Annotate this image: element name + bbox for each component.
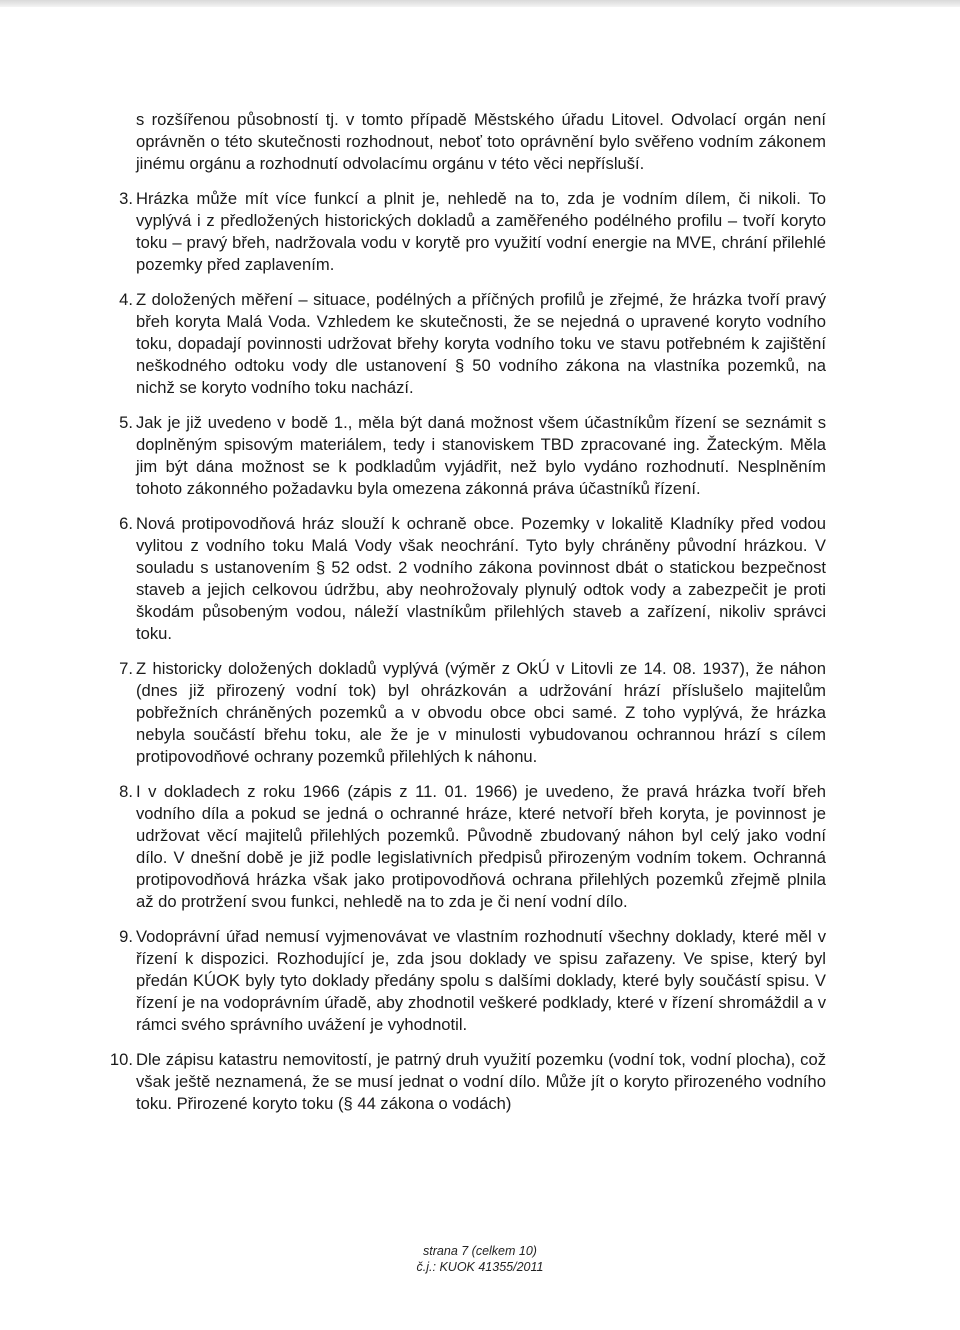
- list-item: [119, 513, 826, 645]
- item-number: 9.: [119, 927, 133, 946]
- list-item: [119, 781, 826, 913]
- list-item: [119, 926, 826, 1036]
- item-text: Nová protipovodňová hráz slouží k ochraně obce. Pozemky v lokalitě Kladníky před vodou vylitou z vodního toku Malá Vody však neochrání. Tyto byly chráněny původní hrázkou. V souladu s ustanovením § 52 odst. 2 vodního zákona povinnost dbát o statickou bezpečnost staveb a jejich celkovou údržbu, aby neohrožovaly plynulý odtok vody a zabezpečit je proti škodám působeným vodou, náleží vlastníkům přilehlých staveb a zařízení, nikoliv správci toku.: [136, 514, 826, 643]
- list-item: [109, 1049, 826, 1115]
- item-text: Z historicky doložených dokladů vyplývá (výměr z OkÚ v Litovli ze 14. 08. 1937), že náhon (dnes již přirozený vodní tok) byl ohrázkován a udržování hrází příslušelo majitelům pobřežních chráněných pozemků a v obvodu obce obci samé. Z toho vyplývá, že hrázka nebyla součástí břehu toku, ale že je v minulosti vybudovanou ochrannou hrází s cílem protipovodňové ochrany pozemků přilehlých k náhonu.: [136, 659, 826, 766]
- item-number: 6.: [119, 514, 133, 533]
- item-text: I v dokladech z roku 1966 (zápis z 11. 01. 1966) je uvedeno, že pravá hrázka tvoří břeh vodního díla a pokud se jedná o ochranné hráze, které netvoří břeh koryta, je povinnost je udržovat věcí majitelů přilehlých pozemků. Původně zbudovaný náhon byl celý jako vodní dílo. V dnešní době je již podle legislativních předpisů přirozeným vodním tokem. Ochranná protipovodňová hrázka však jako protipovodňová ochrana přilehlých pozemků zřejmě plnila až do protržení svou funkci, nehledě na to zda je či není vodní dílo.: [136, 782, 826, 911]
- item-text: Z doložených měření – situace, podélných a příčných profilů je zřejmé, že hrázka tvoří pravý břeh koryta Malá Voda. Vzhledem ke skutečnosti, že se nejedná o upravené koryto vodního toku, dopadají povinnosti udržovat břehy koryta vodního toku ve stavu potřebném k zajištění neškodného odtoku vody dle ustanovení § 50 vodního zákona na vlastníka pozemků, na nichž se koryto vodního toku nachází.: [136, 290, 826, 397]
- lead-paragraph: s rozšířenou působností tj. v tomto případě Městského úřadu Litovel. Odvolací orgán není oprávněn o této skutečnosti rozhodnout, neboť toto oprávnění bylo svěřeno vodním zákonem jinému orgánu a rozhodnutí odvolacímu orgánu v této věci nepřísluší.: [136, 110, 826, 173]
- item-text: Vodoprávní úřad nemusí vyjmenovávat ve vlastním rozhodnutí všechny doklady, které měl v řízení k dispozici. Rozhodující je, zda jsou doklady ve spisu zařazeny. Ve spise, který byl předán KÚOK byly tyto doklady předány spolu s dalšími doklady, které byly součástí spisu. V řízení je na vodoprávním úřadě, aby zhodnotil veškeré podklady, které v řízení shromáždil a v rámci svého správního uvážení je vyhodnotil.: [136, 927, 826, 1034]
- list-item: [119, 658, 826, 768]
- item-number: 8.: [119, 782, 133, 801]
- list-item: [119, 188, 826, 276]
- item-text: Hrázka může mít více funkcí a plnit je, nehledě na to, zda je vodním dílem, či nikoli. To vyplývá i z předložených historických dokladů a zaměřeného podélného profilu – tvoří koryto toku – pravý břeh, nadržovala vodu v korytě pro využití vodní energie na MVE, chrání přilehlé pozemky před zaplavením.: [136, 189, 826, 274]
- item-number: 4.: [119, 290, 133, 309]
- page-number-label: strana 7 (celkem 10): [423, 1244, 537, 1258]
- item-number: 5.: [119, 413, 133, 432]
- item-number: 7.: [119, 659, 133, 678]
- item-text: Jak je již uvedeno v bodě 1., měla být daná možnost všem účastníkům řízení se seznámit s doplněným spisovým materiálem, tedy i stanoviskem TBD zpracované ing. Žateckým. Měla jim být dána možnost se k podkladům vyjádřit, než bylo vydáno rozhodnutí. Nesplněním tohoto zákonného požadavku byla omezena zákonná práva účastníků řízení.: [136, 413, 826, 498]
- item-number: 10.: [109, 1050, 133, 1069]
- reference-number: č.j.: KUOK 41355/2011: [416, 1260, 544, 1274]
- scan-top-edge: [0, 0, 960, 7]
- document-body: [109, 109, 826, 1128]
- item-number: 3.: [119, 189, 133, 208]
- item-text: Dle zápisu katastru nemovitostí, je patrný druh využití pozemku (vodní tok, vodní plocha), což však ještě neznamená, že se musí jednat o vodní dílo. Může jít o koryto přirozeného vodního toku. Přirozené koryto toku (§ 44 zákona o vodách): [136, 1050, 826, 1113]
- list-item: [119, 412, 826, 500]
- list-item: [119, 289, 826, 399]
- page-footer: [0, 1243, 960, 1275]
